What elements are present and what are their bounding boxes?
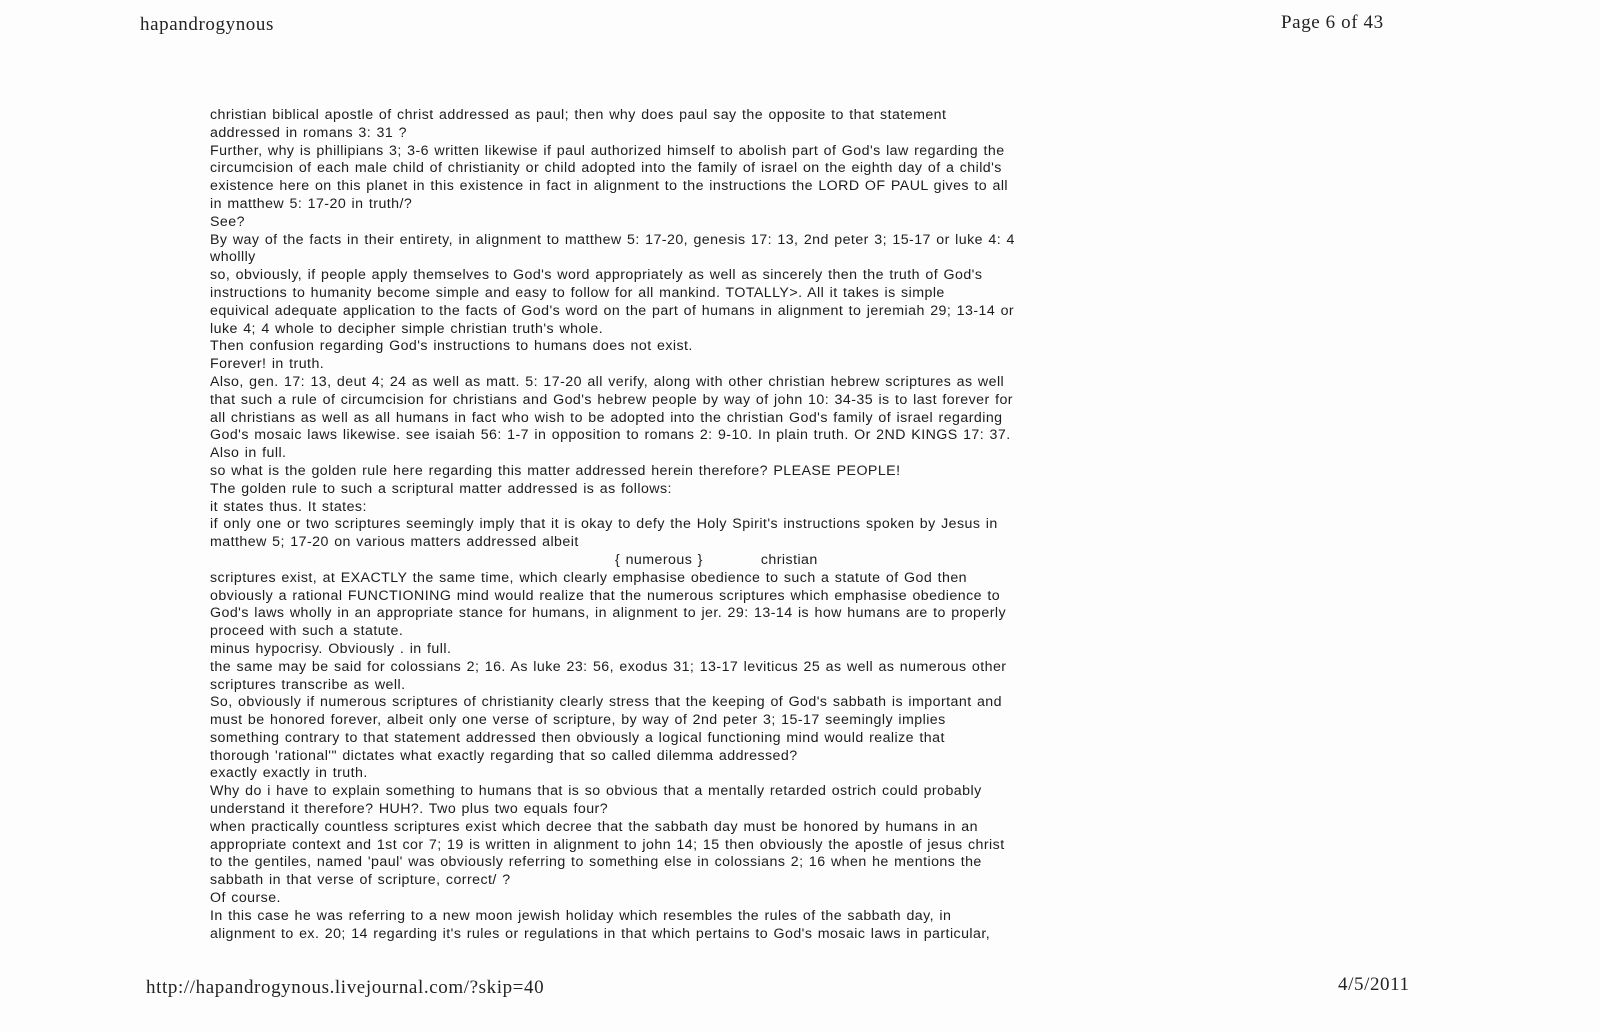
text-line: God's laws wholly in an appropriate stance for humans, in alignment to jer. 29: 13-14 is how humans are to properly (210, 605, 1007, 622)
text-line: sabbath in that verse of scripture, correct/ ? (210, 872, 511, 889)
text-line: to the gentiles, named 'paul' was obviously referring to something else in colossians 2; 16 when he mentions the (210, 854, 982, 871)
text-line: equivical adequate application to the facts of God's word on the part of humans in alignment to jeremiah 29; 13-14 or (210, 302, 1015, 319)
text-line: In this case he was referring to a new moon jewish holiday which resembles the rules of the sabbath day, in (210, 907, 952, 924)
footer-date: 4/5/2011 (1338, 974, 1410, 995)
header-site-name: hapandrogynous (140, 14, 274, 35)
text-line: scriptures transcribe as well. (210, 676, 406, 693)
text-line: Also, gen. 17: 13, deut 4; 24 as well as matt. 5: 17-20 all verify, along with other christian hebrew scriptures as well (210, 373, 1005, 390)
text-line: Then confusion regarding God's instructions to humans does not exist. (210, 338, 693, 355)
text-line: Forever! in truth. (210, 356, 325, 373)
text-line: obviously a rational FUNCTIONING mind would realize that the numerous scriptures which emphasise obedience to (210, 587, 1001, 604)
text-line: So, obviously if numerous scriptures of christianity clearly stress that the keeping of God's sabbath is important and (210, 694, 1002, 711)
text-line: it states thus. It states: (210, 498, 367, 515)
text-line: proceed with such a statute. (210, 623, 404, 640)
text-block-2 (210, 570, 1450, 944)
text-line: whollly (210, 249, 256, 266)
text-line: instructions to humanity become simple and easy to follow for all mankind. TOTALLY>. All it takes is simple (210, 284, 945, 301)
text-line: alignment to ex. 20; 14 regarding it's rules or regulations in that which pertains to God's mosaic laws in particular, (210, 925, 991, 942)
text-line: something contrary to that statement addressed then obviously a logical functioning mind would realize that (210, 729, 945, 746)
text-line: Of course. (210, 890, 281, 907)
text-line: so what is the golden rule here regarding this matter addressed herein therefore? PLEASE PEOPLE! (210, 462, 901, 479)
text-line: Why do i have to explain something to humans that is so obvious that a mentally retarded ostrich could probably (210, 783, 982, 800)
text-block-1 (210, 107, 1450, 552)
centered-line (210, 552, 1450, 570)
text-line: The golden rule to such a scriptural matter addressed is as follows: (210, 480, 672, 497)
text-line: in matthew 5: 17-20 in truth/? (210, 195, 413, 212)
text-line: appropriate context and 1st cor 7; 19 is written in alignment to john 14; 15 then obviously the apostle of jesus christ (210, 836, 1005, 853)
centered-line-braces: { numerous } (615, 551, 703, 568)
text-line: minus hypocrisy. Obviously . in full. (210, 640, 452, 657)
text-line: so, obviously, if people apply themselves to God's word appropriately as well as sincerely then the truth of God's (210, 267, 983, 284)
text-line: exactly exactly in truth. (210, 765, 368, 782)
text-line: christian biblical apostle of christ addressed as paul; then why does paul say the opposite to that statement (210, 107, 947, 123)
text-line: Also in full. (210, 445, 287, 462)
text-line: that such a rule of circumcision for christians and God's hebrew people by way of john 10: 34-35 is to last forever for (210, 391, 1013, 408)
text-line: circumcision of each male child of christianity or child adopted into the family of israel on the eighth day of a child's (210, 160, 1002, 177)
text-line: Further, why is phillipians 3; 3-6 written likewise if paul authorized himself to abolish part of God's law regarding the (210, 142, 1005, 159)
document-body (210, 107, 1450, 943)
text-line: existence here on this planet in this existence in fact in alignment to the instructions the LORD OF PAUL gives to all (210, 178, 1009, 195)
text-line: By way of the facts in their entirety, in alignment to matthew 5: 17-20, genesis 17: 13, 2nd peter 3; 15-17 or luke 4: 4 (210, 231, 1015, 248)
text-line: the same may be said for colossians 2; 16. As luke 23: 56, exodus 31; 13-17 leviticus 25 as well as numerous other (210, 658, 1007, 675)
text-line: See? (210, 213, 245, 230)
header-page-number: Page 6 of 43 (1281, 12, 1384, 33)
text-line: scriptures exist, at EXACTLY the same time, which clearly emphasise obedience to such a statute of God then (210, 569, 968, 586)
text-line: when practically countless scriptures exist which decree that the sabbath day must be honored by humans in an (210, 818, 978, 835)
footer-url: http://hapandrogynous.livejournal.com/?skip=40 (146, 977, 545, 998)
text-line: all christians as well as all humans in fact who wish to be adopted into the christian God's family of israel regarding (210, 409, 1003, 426)
text-line: understand it therefore? HUH?. Two plus two equals four? (210, 801, 609, 818)
text-line: matthew 5; 17-20 on various matters addressed albeit (210, 534, 579, 551)
text-line: luke 4; 4 whole to decipher simple christian truth's whole. (210, 320, 604, 337)
text-line: if only one or two scriptures seemingly imply that it is okay to defy the Holy Spirit's instructions spoken by Jesus in (210, 516, 998, 533)
text-line: must be honored forever, albeit only one verse of scripture, by way of 2nd peter 3; 15-17 seemingly implies (210, 712, 946, 729)
text-line: God's mosaic laws likewise. see isaiah 56: 1-7 in opposition to romans 2: 9-10. In plain truth. Or 2ND KINGS 17: 37. (210, 427, 1011, 444)
text-line: addressed in romans 3: 31 ? (210, 124, 407, 141)
text-line: thorough 'rational'" dictates what exactly regarding that so called dilemma addressed? (210, 747, 798, 764)
centered-line-word: christian (760, 551, 818, 568)
